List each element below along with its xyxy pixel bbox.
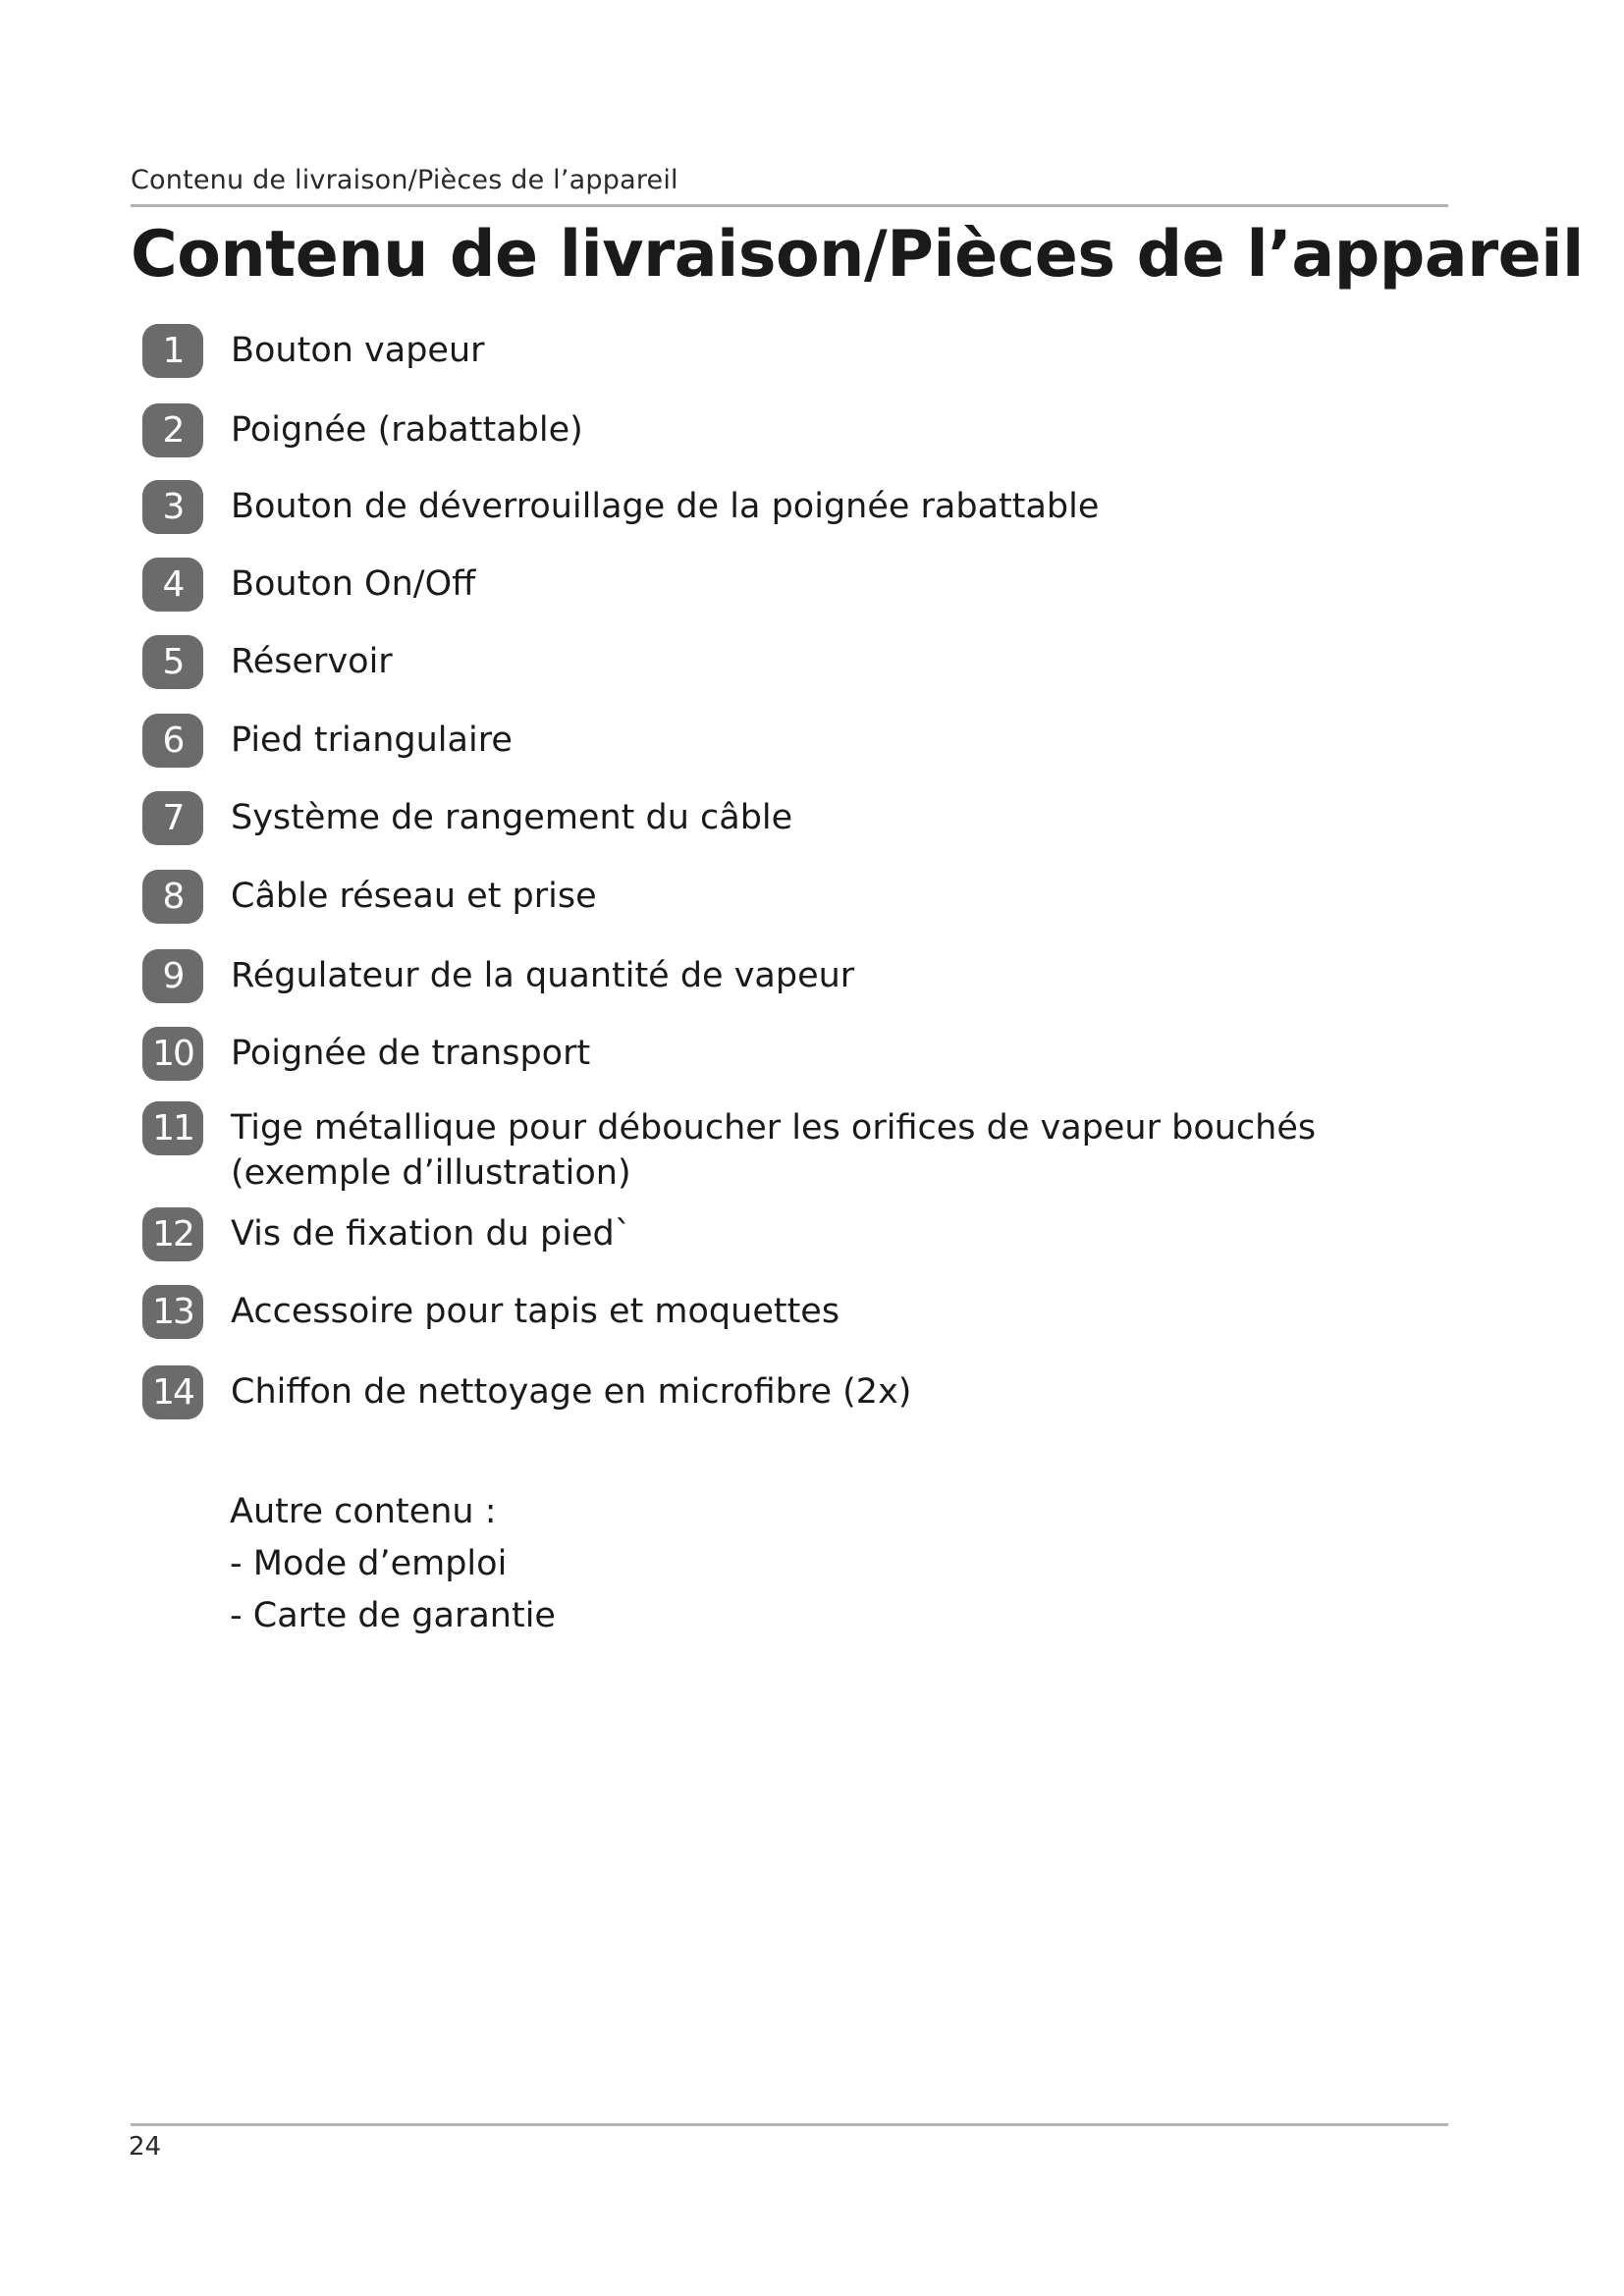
part-item: [142, 870, 597, 924]
part-item: [142, 1027, 590, 1081]
running-header: Contenu de livraison/Pièces de l’appareil: [131, 165, 678, 195]
part-number-badge: 7: [142, 791, 203, 845]
part-item: [142, 1207, 631, 1261]
part-item: [142, 558, 475, 612]
part-number-badge: 13: [142, 1285, 203, 1339]
part-number-badge: 11: [142, 1101, 203, 1155]
page-title: Contenu de livraison/Pièces de l’appareil: [131, 218, 1584, 292]
part-number-badge: 12: [142, 1207, 203, 1261]
part-label: Réservoir: [231, 642, 393, 681]
part-item: [142, 1101, 1316, 1196]
part-label: Pied triangulaire: [231, 721, 513, 760]
part-label: Chiffon de nettoyage en microfibre (2x): [231, 1372, 912, 1412]
part-label: Régulateur de la quantité de vapeur: [231, 956, 855, 995]
part-item: [142, 480, 1099, 534]
part-label: Bouton de déverrouillage de la poignée rabattable: [231, 487, 1100, 526]
part-number-badge: 6: [142, 714, 203, 768]
other-contents: [230, 1486, 556, 1642]
part-label: [231, 1101, 1316, 1196]
part-number-badge: 3: [142, 480, 203, 534]
part-item: [142, 791, 792, 845]
page-number: 24: [129, 2132, 162, 2162]
part-number-badge: 10: [142, 1027, 203, 1081]
part-label: Accessoire pour tapis et moquettes: [231, 1292, 840, 1331]
part-number-badge: 14: [142, 1365, 203, 1419]
part-item: [142, 403, 583, 457]
part-number-badge: 4: [142, 558, 203, 612]
part-label: Poignée de transport: [231, 1034, 591, 1073]
part-item: [142, 635, 393, 689]
part-label-line: (exemple d’illustration): [231, 1153, 631, 1193]
part-number-badge: 8: [142, 870, 203, 924]
other-contents-item: - Carte de garantie: [230, 1596, 556, 1635]
other-contents-heading: Autre contenu :: [230, 1492, 497, 1531]
footer-rule: [131, 2123, 1448, 2126]
part-item: [142, 1285, 839, 1339]
part-label: Bouton On/Off: [231, 564, 476, 604]
other-contents-item: - Mode d’emploi: [230, 1544, 508, 1583]
part-label-line: Tige métallique pour déboucher les orifices de vapeur bouchés: [231, 1108, 1317, 1148]
part-number-badge: 5: [142, 635, 203, 689]
part-label: Câble réseau et prise: [231, 877, 597, 916]
part-label: Système de rangement du câble: [231, 798, 793, 837]
part-item: [142, 1365, 911, 1419]
part-number-badge: 1: [142, 324, 203, 378]
part-number-badge: 2: [142, 403, 203, 457]
part-item: [142, 949, 854, 1003]
part-number-badge: 9: [142, 949, 203, 1003]
part-item: [142, 714, 513, 768]
part-item: [142, 324, 485, 378]
part-label: Bouton vapeur: [231, 331, 485, 370]
part-label: Poignée (rabattable): [231, 410, 583, 450]
part-label: Vis de fixation du pied`: [231, 1214, 632, 1254]
